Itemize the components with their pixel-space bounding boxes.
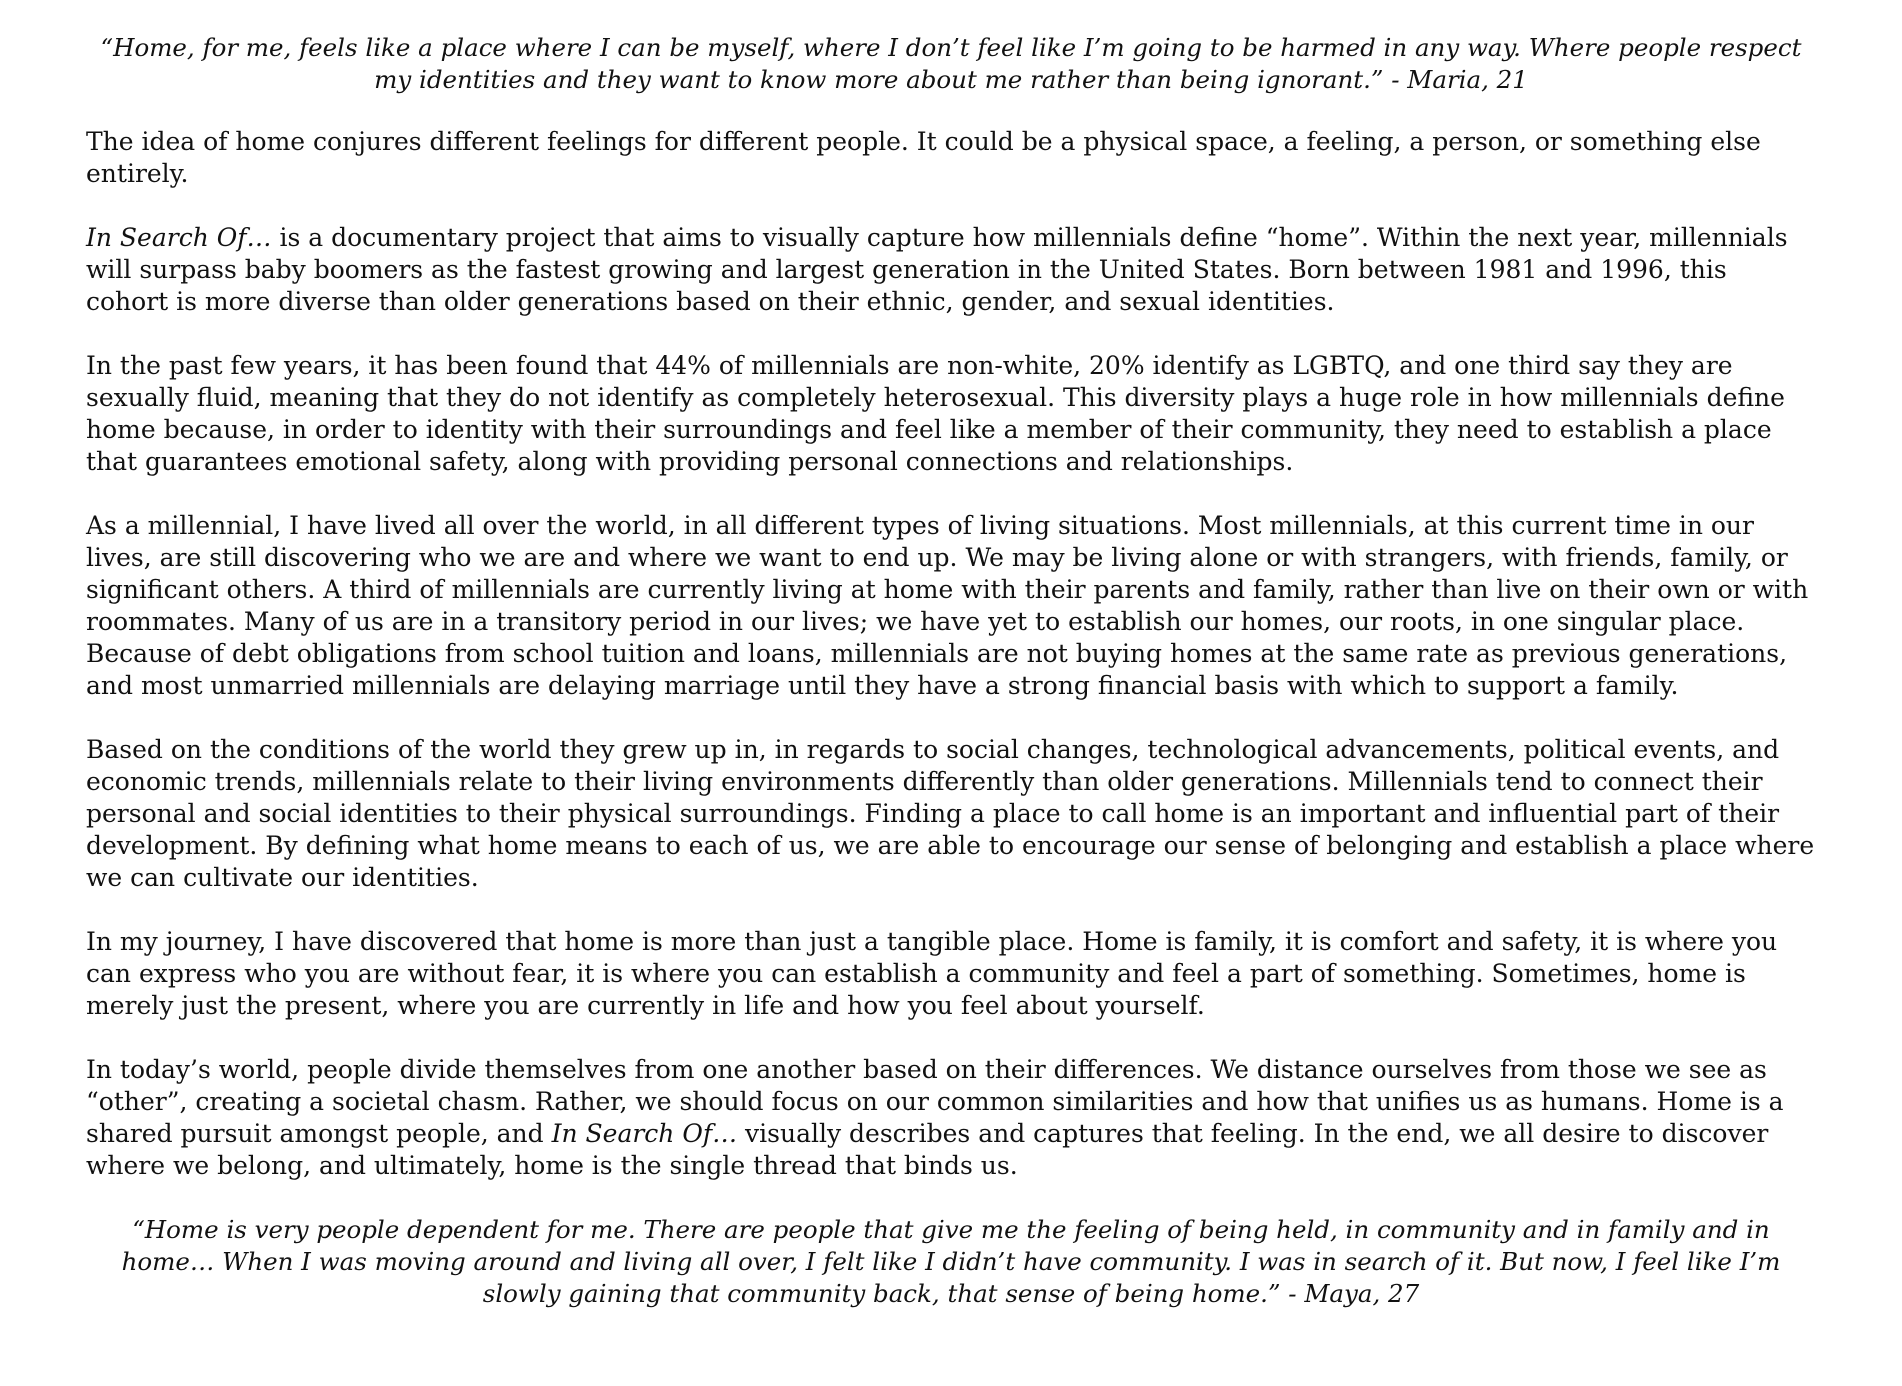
project-title: In Search Of…: [86, 223, 272, 252]
document-body: [86, 32, 1816, 1310]
paragraph-conclusion-text-before: In today’s world, people divide themselves from one another based on their differences. We distance ourselves from those we see as “other”, creating a societal chasm. Rather, we should focus on our common similarities and how that unifies us as humans. Home is a shared pursuit amongst people, and: [86, 1055, 1784, 1148]
paragraph-conclusion-text-after: visually describes and captures that feeling. In the end, we all desire to discover where we belong, and ultimately, home is the single thread that binds us.: [86, 1119, 1769, 1180]
paragraph-conditions: Based on the conditions of the world they grew up in, in regards to social changes, technological advancements, political events, and economic trends, millennials relate to their living environments differently than older generations. Millennials tend to connect their personal and social identities to their physical surroundings. Finding a place to call home is an important and influential part of their development. By defining what home means to each of us, we are able to encourage our sense of belonging and establish a place where we can cultivate our identities.: [86, 735, 1815, 892]
paragraph-project-text: is a documentary project that aims to visually capture how millennials define “home”. Within the next year, millennials will surpass baby boomers as the fastest growing and largest generation in the United States. Born between 1981 and 1996, this cohort is more diverse than older generations based on their ethnic, gender, and sexual identities.: [86, 223, 1788, 316]
closing-quote: “Home is very people dependent for me. There are people that give me the feeling of being held, in community and in family and in home… When I was moving around and living all over, I felt like I didn’t have community. I was in search of it. But now, I feel like I’m slowly gaining that community back, that sense of being home.” - Maya, 27: [121, 1215, 1781, 1308]
paragraph-intro: The idea of home conjures different feelings for different people. It could be a physical space, a feeling, a person, or something else entirely.: [86, 127, 1761, 188]
opening-quote: “Home, for me, feels like a place where I can be myself, where I don’t feel like I’m going to be harmed in any way. Where people respect my identities and they want to know more about me rather than being ignorant.” - Maria, 21: [100, 33, 1802, 94]
paragraph-conclusion: [86, 1054, 1816, 1182]
paragraph-journey: In my journey, I have discovered that home is more than just a tangible place. Home is family, it is comfort and safety, it is where you can express who you are without fear, it is where you can establish a community and feel a part of something. Sometimes, home is merely just the present, where you are currently in life and how you feel about yourself.: [86, 927, 1778, 1020]
project-title-inline: In Search Of…: [551, 1119, 738, 1148]
paragraph-diversity: In the past few years, it has been found that 44% of millennials are non-white, 20% identify as LGBTQ, and one third say they are sexually fluid, meaning that they do not identify as completely heterosexual. This diversity plays a huge role in how millennials define home because, in order to identity with their surroundings and feel like a member of their community, they need to establish a place that guarantees emotional safety, along with providing personal connections and relationships.: [86, 351, 1785, 476]
paragraph-project: [86, 222, 1816, 318]
paragraph-millennial-experience: As a millennial, I have lived all over the world, in all different types of living situations. Most millennials, at this current time in our lives, are still discovering who we are and where we want to end up. We may be living alone or with strangers, with friends, family, or significant others. A third of millennials are currently living at home with their parents and family, rather than live on their own or with roommates. Many of us are in a transitory period in our lives; we have yet to establish our homes, our roots, in one singular place. Because of debt obligations from school tuition and loans, millennials are not buying homes at the same rate as previous generations, and most unmarried millennials are delaying marriage until they have a strong financial basis with which to support a family.: [86, 511, 1809, 700]
